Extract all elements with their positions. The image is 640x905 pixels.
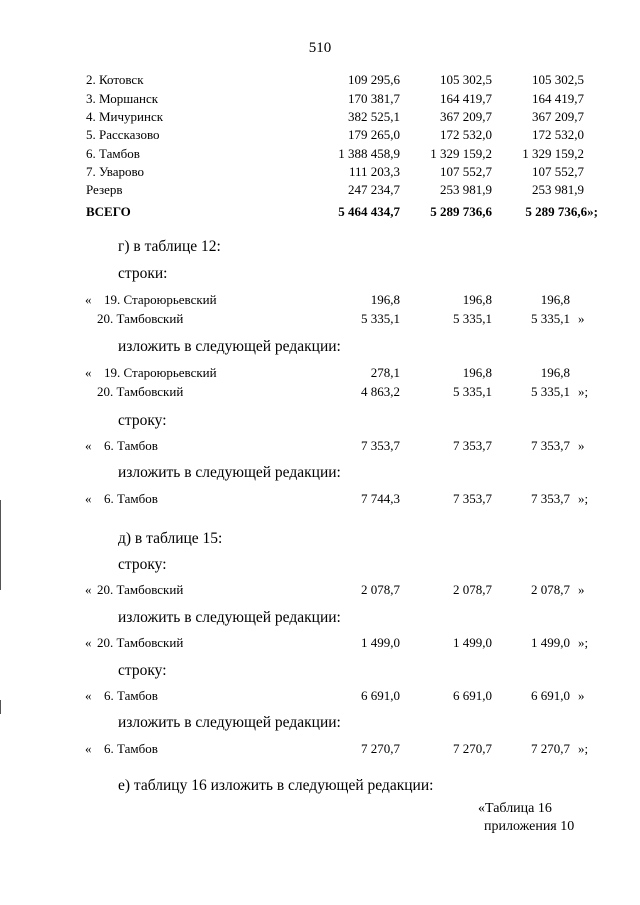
row-value-3: 164 419,7 — [532, 91, 584, 106]
replace-label: изложить в следующей редакции: — [118, 464, 341, 481]
row-value-3: 5 335,1 — [531, 311, 570, 326]
row-value-3: 196,8 — [540, 365, 570, 380]
quote-open: « — [85, 491, 92, 506]
row-value-2: 253 981,9 — [440, 182, 492, 197]
row-value-2: 164 419,7 — [440, 91, 492, 106]
section-d-heading: д) в таблице 15: — [118, 530, 223, 547]
row-value-3: 105 302,5 — [532, 72, 584, 87]
replace-label: изложить в следующей редакции: — [118, 609, 341, 626]
row-value-3: 1 329 159,2 — [522, 146, 584, 161]
replace-label: изложить в следующей редакции: — [118, 714, 341, 731]
table-row — [0, 127, 640, 147]
row-value-3: 6 691,0 — [531, 688, 570, 703]
total-label: ВСЕГО — [86, 204, 131, 219]
row-value-1: 109 295,6 — [348, 72, 400, 87]
caption-line: «Таблица 16 — [478, 801, 552, 816]
row-name: 20. Тамбовский — [97, 311, 184, 326]
row-value-3: 107 552,7 — [532, 164, 584, 179]
page-number: 510 — [308, 40, 332, 56]
quote-open: « — [85, 635, 92, 650]
row-value-1: 196,8 — [370, 292, 400, 307]
row-value-1: 7 744,3 — [361, 491, 400, 506]
table-row — [0, 91, 640, 111]
amendment-row — [0, 365, 640, 385]
quote-close: »; — [578, 635, 589, 650]
row-value-1: 247 234,7 — [348, 182, 400, 197]
row-value-1: 170 381,7 — [348, 91, 400, 106]
row-name: 6. Тамбов — [104, 438, 158, 453]
row-name: Резерв — [86, 182, 123, 197]
row-value-1: 111 203,3 — [348, 164, 400, 179]
row-name: 4. Мичуринск — [86, 109, 164, 124]
row-value-1: 382 525,1 — [348, 109, 400, 124]
row-name: 20. Тамбовский — [97, 384, 184, 399]
amendment-row — [0, 438, 640, 458]
row-value-2: 6 691,0 — [453, 688, 492, 703]
row-name: 6. Тамбов — [104, 741, 158, 756]
row-value-2: 5 335,1 — [453, 311, 492, 326]
amendment-row — [0, 582, 640, 602]
row-value-3: 1 499,0 — [531, 635, 570, 650]
row-value-1: 278,1 — [370, 365, 400, 380]
scan-edge-mark — [0, 500, 1, 590]
row-value-2: 5 335,1 — [453, 384, 492, 399]
quote-open: « — [85, 688, 92, 703]
amendment-row — [0, 491, 640, 511]
table-caption — [478, 800, 574, 836]
row-value-3: 2 078,7 — [531, 582, 570, 597]
quote-close: » — [578, 438, 585, 453]
row-value-3: 7 353,7 — [531, 491, 570, 506]
quote-close: »; — [578, 741, 589, 756]
line-label: строку: — [118, 662, 167, 679]
row-name: 7. Уварово — [86, 164, 145, 179]
row-value-3: 253 981,9 — [532, 182, 584, 197]
total-value-2: 5 289 736,6 — [430, 204, 492, 219]
row-name: 6. Тамбов — [104, 688, 158, 703]
table-row — [0, 72, 640, 92]
row-value-3: 5 335,1 — [531, 384, 570, 399]
row-name: 20. Тамбовский — [97, 582, 184, 597]
quote-close: » — [578, 311, 585, 326]
quote-open: « — [85, 741, 92, 756]
row-value-2: 107 552,7 — [440, 164, 492, 179]
row-name: 3. Моршанск — [86, 91, 159, 106]
lines-label: строки: — [118, 265, 168, 282]
quote-close: » — [578, 582, 585, 597]
section-e-heading: е) таблицу 16 изложить в следующей редакции: — [118, 777, 434, 794]
total-value-3: 5 289 736,6»; — [525, 204, 598, 219]
quote-open: « — [85, 438, 92, 453]
line-label: строку: — [118, 412, 167, 429]
row-value-1: 5 335,1 — [361, 311, 400, 326]
row-value-2: 105 302,5 — [440, 72, 492, 87]
row-name: 19. Староюрьевский — [104, 292, 217, 307]
replace-label: изложить в следующей редакции: — [118, 338, 341, 355]
row-value-3: 367 209,7 — [532, 109, 584, 124]
quote-open: « — [85, 365, 92, 380]
row-value-1: 2 078,7 — [361, 582, 400, 597]
row-value-2: 367 209,7 — [440, 109, 492, 124]
row-value-2: 172 532,0 — [440, 127, 492, 142]
row-value-2: 2 078,7 — [453, 582, 492, 597]
amendment-row — [0, 635, 640, 655]
row-value-1: 7 353,7 — [361, 438, 400, 453]
table-row — [0, 109, 640, 129]
row-value-1: 4 863,2 — [361, 384, 400, 399]
table-row — [0, 146, 640, 166]
row-value-3: 196,8 — [540, 292, 570, 307]
row-value-2: 196,8 — [462, 292, 492, 307]
amendment-row — [0, 741, 640, 761]
row-value-1: 179 265,0 — [348, 127, 400, 142]
table-row — [0, 164, 640, 184]
section-g-heading: г) в таблице 12: — [118, 238, 221, 255]
row-name: 6. Тамбов — [104, 491, 158, 506]
quote-open: « — [85, 582, 92, 597]
table-row — [0, 182, 640, 202]
row-value-2: 1 329 159,2 — [430, 146, 492, 161]
line-label: строку: — [118, 556, 167, 573]
row-value-2: 196,8 — [462, 365, 492, 380]
row-value-3: 7 270,7 — [531, 741, 570, 756]
row-value-2: 7 353,7 — [453, 491, 492, 506]
amendment-row — [0, 292, 640, 312]
amendment-row — [0, 688, 640, 708]
row-value-2: 1 499,0 — [453, 635, 492, 650]
row-value-1: 1 388 458,9 — [338, 146, 400, 161]
row-name: 19. Староюрьевский — [104, 365, 217, 380]
quote-close: »; — [578, 384, 589, 399]
row-value-2: 7 270,7 — [453, 741, 492, 756]
scan-edge-mark — [0, 700, 1, 714]
row-name: 5. Рассказово — [86, 127, 160, 142]
row-value-2: 7 353,7 — [453, 438, 492, 453]
table-total-row — [0, 204, 640, 224]
row-name: 2. Котовск — [86, 72, 144, 87]
row-value-1: 6 691,0 — [361, 688, 400, 703]
quote-close: »; — [578, 491, 589, 506]
row-name: 6. Тамбов — [86, 146, 140, 161]
quote-close: » — [578, 688, 585, 703]
row-value-3: 172 532,0 — [532, 127, 584, 142]
amendment-row — [0, 311, 640, 331]
row-name: 20. Тамбовский — [97, 635, 184, 650]
row-value-1: 7 270,7 — [361, 741, 400, 756]
row-value-3: 7 353,7 — [531, 438, 570, 453]
quote-open: « — [85, 292, 92, 307]
caption-line: приложения 10 — [484, 819, 575, 834]
total-value-1: 5 464 434,7 — [338, 204, 400, 219]
amendment-row — [0, 384, 640, 404]
row-value-1: 1 499,0 — [361, 635, 400, 650]
